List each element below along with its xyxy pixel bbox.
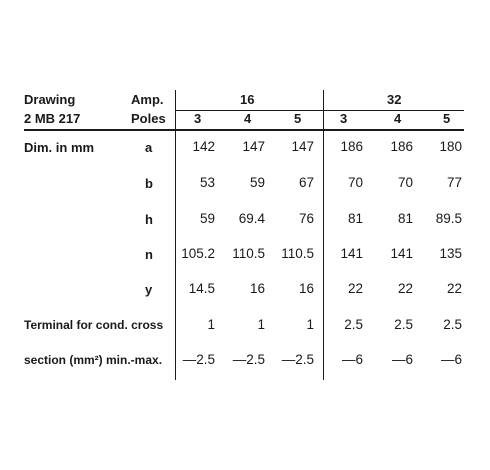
terminal-min-value: 1 <box>207 317 215 332</box>
amp-label: Amp. <box>131 92 164 107</box>
pole-header: 4 <box>244 111 252 126</box>
table-cell: 186 <box>390 139 413 154</box>
terminal-min-value: 2.5 <box>394 317 413 332</box>
terminal-max-value: —2.5 <box>232 352 265 367</box>
pole-header: 4 <box>394 111 402 126</box>
terminal-max-value: —6 <box>391 352 413 367</box>
terminal-max-value: —2.5 <box>281 352 314 367</box>
table-cell: 59 <box>249 175 265 190</box>
table-cell: 22 <box>397 281 413 296</box>
table-cell: 69.4 <box>238 211 265 226</box>
table-cell: 110.5 <box>281 246 314 261</box>
terminal-label-line1: Terminal for cond. cross <box>24 318 164 332</box>
table-cell: 142 <box>192 139 215 154</box>
terminal-max-value: —6 <box>440 352 462 367</box>
poles-label: Poles <box>131 111 166 126</box>
table-cell: 70 <box>347 175 363 190</box>
table-cell: 70 <box>397 175 413 190</box>
table-cell: 22 <box>446 281 462 296</box>
terminal-min-value: 1 <box>306 317 314 332</box>
table-cell: 16 <box>298 281 314 296</box>
table-cell: 22 <box>347 281 363 296</box>
header-rule <box>24 129 464 131</box>
row-key-b: b <box>145 176 153 191</box>
row-key-h: h <box>145 212 153 227</box>
table-cell: 53 <box>199 175 215 190</box>
table-cell: 186 <box>340 139 363 154</box>
terminal-min-value: 2.5 <box>344 317 363 332</box>
terminal-label-line2: section (mm²) min.-max. <box>24 353 163 367</box>
table-cell: 180 <box>439 139 462 154</box>
table-cell: 89.5 <box>435 211 462 226</box>
table-cell: 141 <box>390 246 413 261</box>
table-cell: 77 <box>446 175 462 190</box>
pole-header: 5 <box>443 111 451 126</box>
table-cell: 135 <box>439 246 462 261</box>
amp-group-32: 32 <box>387 92 402 107</box>
pole-header: 3 <box>340 111 348 126</box>
vertical-divider-left <box>175 90 176 380</box>
amp-group-16: 16 <box>240 92 255 107</box>
terminal-max-value: —6 <box>341 352 363 367</box>
table-cell: 59 <box>199 211 215 226</box>
row-key-n: n <box>145 247 153 262</box>
terminal-min-value: 2.5 <box>443 317 462 332</box>
table-cell: 110.5 <box>232 246 265 261</box>
pole-header: 3 <box>194 111 202 126</box>
row-key-a: a <box>145 140 153 155</box>
pole-header: 5 <box>294 111 302 126</box>
dim-label: Dim. in mm <box>24 140 95 155</box>
terminal-min-value: 1 <box>257 317 265 332</box>
table-cell: 81 <box>397 211 413 226</box>
table-cell: 147 <box>242 139 265 154</box>
table-cell: 67 <box>298 175 314 190</box>
table-cell: 76 <box>298 211 314 226</box>
terminal-max-value: —2.5 <box>182 352 215 367</box>
vertical-divider-middle <box>323 90 324 380</box>
drawing-code: 2 MB 217 <box>24 111 81 126</box>
row-key-y: y <box>145 282 153 297</box>
drawing-label: Drawing <box>24 92 76 107</box>
table-cell: 14.5 <box>188 281 215 296</box>
table-cell: 16 <box>249 281 265 296</box>
table-cell: 147 <box>291 139 314 154</box>
amp-rule <box>176 110 464 111</box>
table-cell: 81 <box>347 211 363 226</box>
table-cell: 105.2 <box>181 246 215 261</box>
table-cell: 141 <box>340 246 363 261</box>
